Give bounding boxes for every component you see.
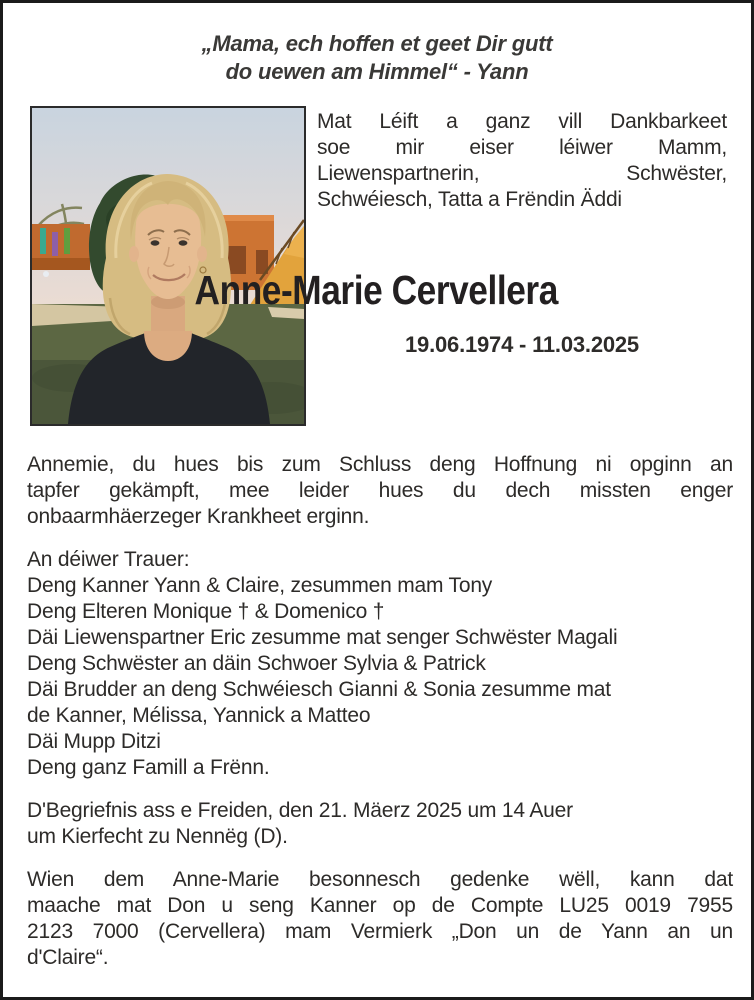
mourner-line: Däi Mupp Ditzi [27, 730, 161, 753]
tribute-line: tapfer gekämpft, mee leider hues du dech missten enger [27, 479, 733, 502]
quote-line: „Mama, ech hoffen et geet Dir gutt [201, 31, 553, 56]
mourners-heading: An déiwer Trauer: [27, 548, 190, 571]
donation-info [27, 867, 733, 971]
intro-line: Liewenspartnerin, Schwëster, [317, 162, 727, 185]
portrait-photo [30, 106, 306, 426]
donation-line: maache mat Don u seng Kanner op de Compte LU25 0019 7955 [27, 894, 733, 917]
deceased-dates: 19.06.1974 - 11.03.2025 [405, 332, 639, 357]
tribute-paragraph [27, 452, 733, 530]
intro-line: Mat Léift a ganz vill Dankbarkeet [317, 110, 727, 133]
funeral-info [27, 798, 733, 850]
funeral-line: D'Begriefnis ass e Freiden, den 21. Mäerz 2025 um 14 Auer [27, 799, 573, 822]
mourner-line: Däi Brudder an deng Schwéiesch Gianni & Sonia zesumme mat [27, 678, 611, 701]
donation-line: 2123 7000 (Cervellera) mam Vermierk „Don un de Yann an un [27, 920, 733, 943]
portrait-illustration [32, 108, 304, 424]
eye [151, 240, 160, 245]
funeral-line: um Kierfecht zu Nennëg (D). [27, 825, 288, 848]
tribute-line: Annemie, du hues bis zum Schluss deng Hoffnung ni opginn an [27, 453, 733, 476]
body-text [27, 452, 733, 988]
mourner-line: Deng Elteren Monique † & Domenico † [27, 600, 385, 623]
quote-line: do uewen am Himmel“ - Yann [225, 59, 529, 84]
mourner-line: Deng Schwëster an däin Schwoer Sylvia & Patrick [27, 652, 486, 675]
memorial-quote [3, 30, 751, 86]
tribute-line: onbaarmhäerzeger Krankheet erginn. [27, 505, 370, 528]
deceased-name: Anne-Marie Cervellera [194, 267, 558, 313]
eye [179, 240, 188, 245]
intro-text [317, 109, 727, 213]
donation-line: Wien dem Anne-Marie besonnesch gedenke wëll, kann dat [27, 868, 733, 891]
intro-line: soe mir eiser léiwer Mamm, [317, 136, 727, 159]
mourner-line: de Kanner, Mélissa, Yannick a Matteo [27, 704, 371, 727]
intro-line: Schwéiesch, Tatta a Frëndin Äddi [317, 188, 622, 211]
mourner-line: Deng ganz Famill a Frënn. [27, 756, 270, 779]
mourners-section [27, 547, 733, 781]
donation-line: d'Claire“. [27, 946, 109, 969]
mourner-line: Däi Liewenspartner Eric zesumme mat senger Schwëster Magali [27, 626, 618, 649]
mourner-line: Deng Kanner Yann & Claire, zesummen mam Tony [27, 574, 493, 597]
